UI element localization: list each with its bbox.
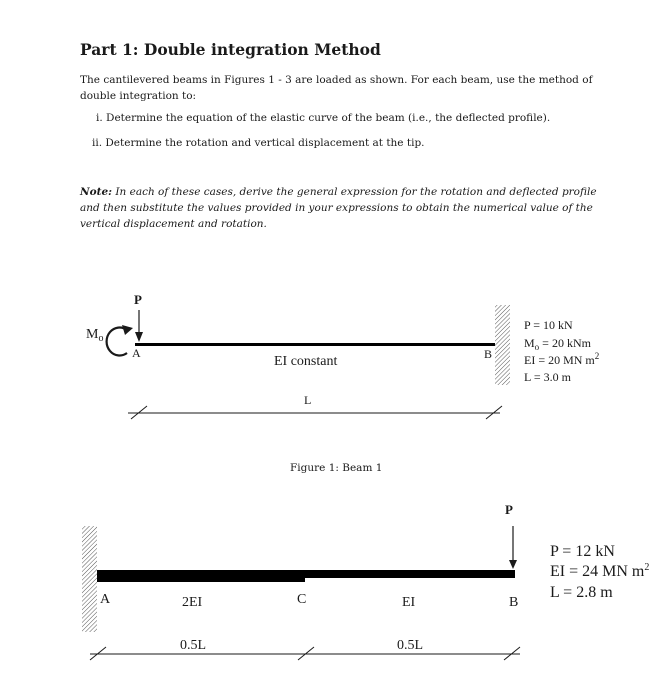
fig1-dimension-line [128, 406, 502, 419]
fig2-left-length: 0.5L [180, 638, 207, 653]
fig2-beam-segment-ac [97, 570, 305, 582]
fig2-load-label: P [505, 502, 513, 517]
fig2-load-arrow [509, 526, 517, 569]
note-text: In each of these cases, derive the general expression for the rotation and deflected profile and then substitute the values provided in your expressions to obtain the numerical value of the vertical displacement and rotation. [80, 186, 597, 230]
fig2-value-l: L = 2.8 m [550, 584, 613, 601]
fig1-moment-arrow [107, 325, 133, 356]
task-item-2: ii. Determine the rotation and vertical displacement at the tip. [92, 137, 425, 149]
fig2-point-c: C [297, 592, 307, 607]
fig1-caption: Figure 1: Beam 1 [290, 462, 383, 474]
section-title: Part 1: Double integration Method [80, 40, 381, 59]
fig2-value-p: P = 12 kN [550, 543, 615, 560]
task-item-1: i. Determine the equation of the elastic curve of the beam (i.e., the deflected profile). [96, 112, 551, 124]
fig2-fixed-support [82, 526, 97, 632]
fig2-right-stiffness: EI [402, 595, 416, 610]
fig1-value-p: P = 10 kN [524, 318, 573, 332]
fig1-point-a: A [132, 346, 141, 360]
fig2-beam-segment-cb [305, 570, 515, 578]
fig1-moment-label: $M_o$ [86, 327, 104, 344]
fig1-value-m: $M_o = 20$ kNm [524, 336, 591, 352]
fig1-load-arrow [135, 310, 143, 342]
fig2-point-b: B [509, 595, 519, 610]
fig1-fixed-support [495, 305, 510, 385]
note-label: Note: [80, 186, 113, 198]
figure-2 [82, 502, 649, 660]
figure-1 [86, 292, 599, 474]
fig1-length-label: L [304, 393, 312, 407]
fig2-value-ei: EI = 24 MN $m^2$ [550, 562, 650, 580]
fig1-stiffness-label: EI constant [274, 354, 338, 369]
fig1-load-label: P [134, 292, 142, 307]
fig1-value-ei: EI = 20 MN $m^2$ [524, 351, 600, 367]
fig1-point-b: B [484, 347, 493, 361]
intro-paragraph: The cantilevered beams in Figures 1 - 3 are loaded as shown. For each beam, use the method of double integration to: [80, 74, 593, 102]
fig2-right-length: 0.5L [397, 638, 424, 653]
fig1-value-l: L = 3.0 m [524, 370, 571, 384]
fig2-point-a: A [100, 592, 111, 607]
fig2-left-stiffness: 2EI [182, 595, 203, 610]
fig1-beam [135, 343, 495, 346]
fig2-dimension-line [90, 647, 520, 660]
